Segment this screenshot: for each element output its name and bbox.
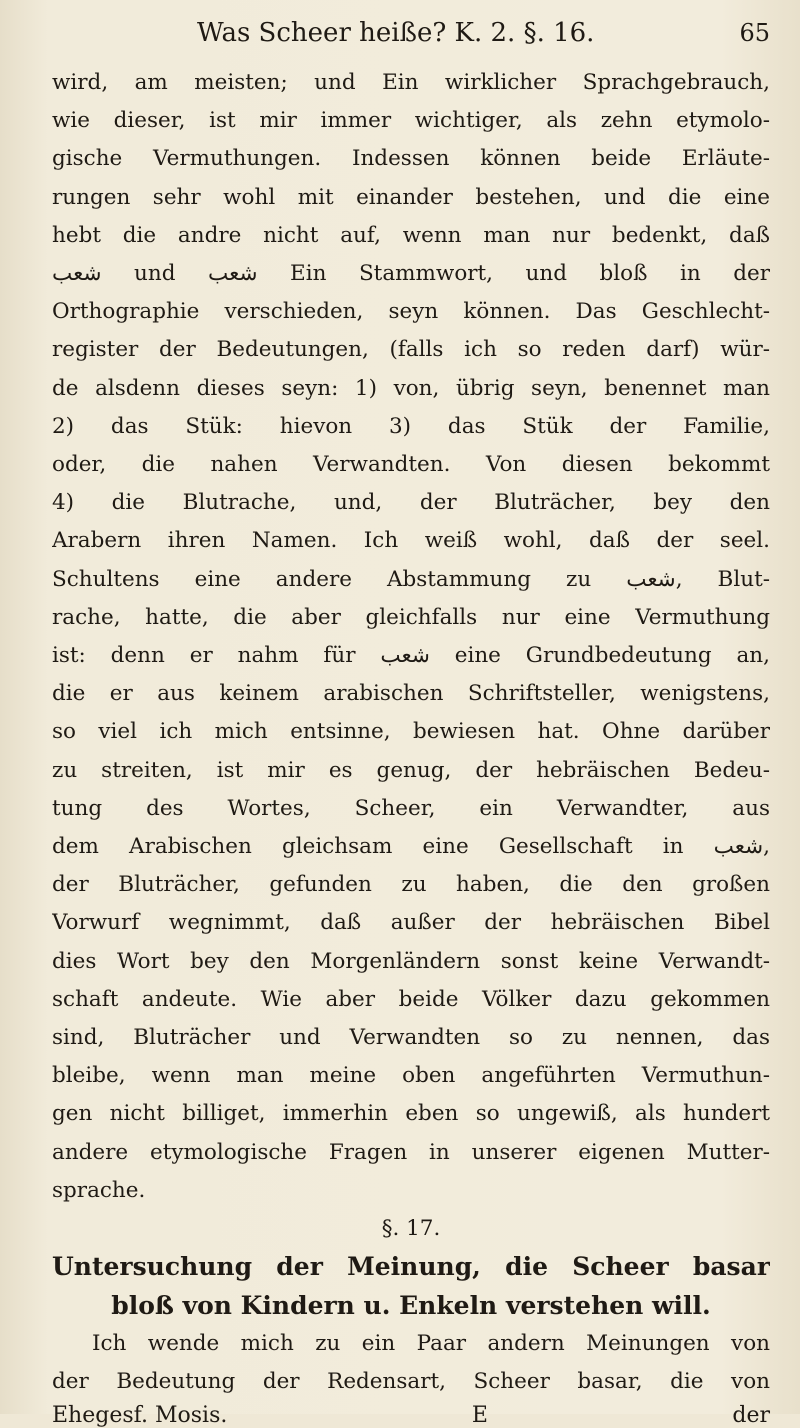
section-heading-cont: bloß von Kindern u. Enkeln verstehen will. — [111, 1290, 711, 1320]
running-title: Was Scheer heiße? K. 2. §. 16. — [196, 18, 595, 48]
text-line: de alsdenn dieses seyn: 1) von, übrig seyn, benennet man — [52, 375, 770, 401]
text-line: wird, am meisten; und Ein wirklicher Sprachgebrauch, — [52, 70, 770, 95]
text-line: der Bedeutung der Redensart, Scheer basar, die von — [52, 1368, 770, 1394]
text-line: so viel ich mich entsinne, bewiesen hat. Ohne darüber — [52, 719, 770, 745]
text-line: schaft andeute. Wie aber beide Völker dazu gekommen — [52, 986, 770, 1012]
text-line: Schultens eine andere Abstammung zu شعب, Blut- — [52, 566, 770, 592]
text-line: sind, Bluträcher und Verwandten so zu nennen, das — [52, 1025, 770, 1051]
signature-mark: E — [471, 1403, 488, 1428]
text-line: wie dieser, ist mir immer wichtiger, als zehn etymolo- — [52, 108, 770, 134]
text-line: 4) die Blutrache, und, der Bluträcher, bey den — [52, 490, 770, 516]
text-line: شعب und شعب Ein Stammwort, und bloß in der — [52, 261, 770, 287]
text-line: tung des Wortes, Scheer, ein Verwandter, aus — [52, 795, 770, 821]
text-line: rungen sehr wohl mit einander bestehen, und die eine — [52, 184, 770, 210]
catchword: der — [732, 1403, 770, 1428]
text-line: gische Vermuthungen. Indessen können beide Erläute- — [52, 146, 770, 172]
text-line: sprache. — [52, 1177, 146, 1203]
text-line: andere etymologische Fragen in unserer eigenen Mutter- — [52, 1139, 770, 1165]
text-line: dies Wort bey den Morgenländern sonst keine Verwandt- — [52, 948, 770, 974]
text-line: rache, hatte, die aber gleichfalls nur eine Vermuthung — [52, 604, 770, 630]
running-head — [52, 18, 770, 58]
page-footer — [52, 1403, 770, 1428]
page-number: 65 — [739, 19, 770, 47]
section-heading: Untersuchung der Meinung, die Scheer basar — [52, 1252, 770, 1282]
text-line: Vorwurf wegnimmt, daß außer der hebräischen Bibel — [52, 910, 770, 936]
text-line: der Bluträcher, gefunden zu haben, die den großen — [52, 872, 770, 898]
text-line: oder, die nahen Verwandten. Von diesen bekommt — [52, 452, 770, 478]
text-line: Orthographie verschieden, seyn können. Das Geschlecht- — [52, 299, 770, 325]
text-line: hebt die andre nicht auf, wenn man nur bedenkt, daß — [52, 222, 770, 248]
text-line: gen nicht billiget, immerhin eben so ungewiß, als hundert — [52, 1101, 770, 1127]
text-line: 2) das Stük: hievon 3) das Stük der Familie, — [52, 413, 770, 439]
text-line: register der Bedeutungen, (falls ich so reden darf) wür- — [52, 337, 770, 363]
text-line: die er aus keinem arabischen Schriftsteller, wenigstens, — [52, 681, 770, 707]
text-line: dem Arabischen gleichsam eine Gesellschaft in شعب, — [52, 834, 770, 860]
section-number: §. 17. — [381, 1216, 441, 1242]
text-line: zu streiten, ist mir es genug, der hebräischen Bedeu- — [52, 757, 770, 783]
footer-title: Ehegesf. Mosis. — [52, 1403, 228, 1428]
text-line: bleibe, wenn man meine oben angeführten Vermuthun- — [52, 1063, 770, 1089]
text-line: Arabern ihren Namen. Ich weiß wohl, daß der seel. — [52, 528, 770, 554]
body-text — [52, 64, 770, 1401]
text-line: ist: denn er nahm für شعب eine Grundbedeutung an, — [52, 643, 770, 669]
text-line: Ich wende mich zu ein Paar andern Meinungen von — [92, 1330, 770, 1356]
